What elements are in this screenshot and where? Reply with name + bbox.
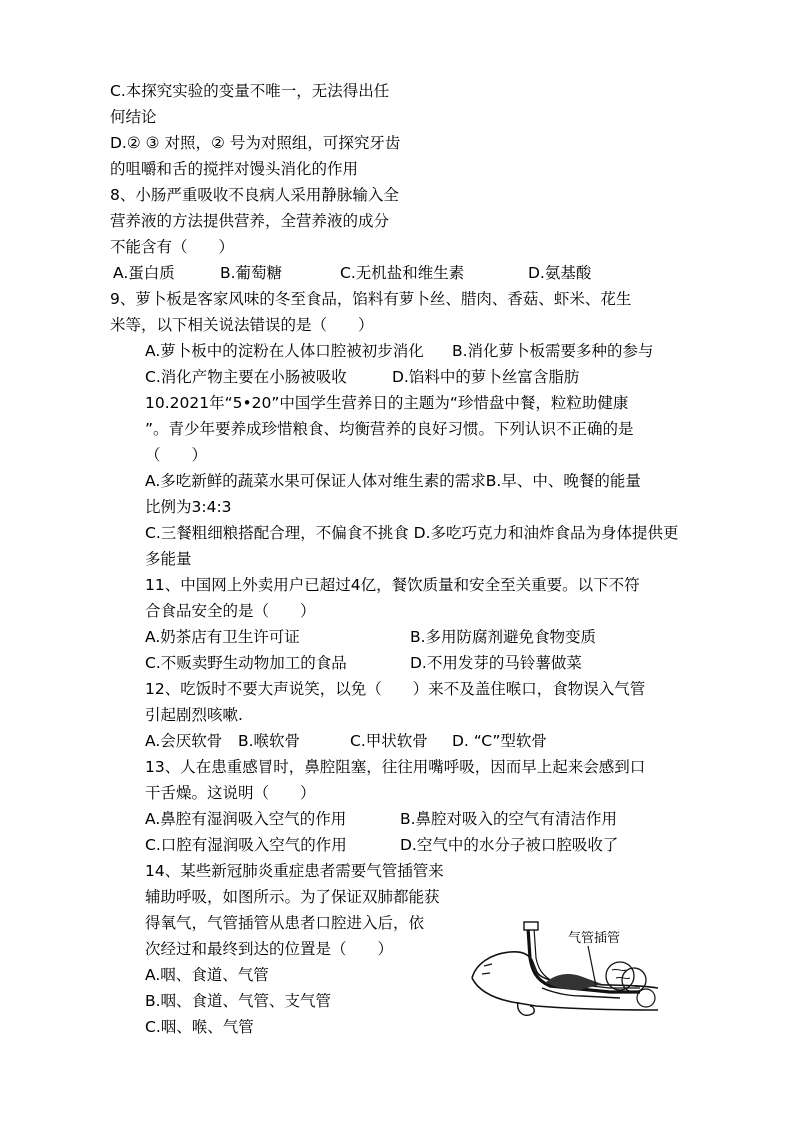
q11-option-a: A.奶茶店有卫生许可证: [145, 628, 300, 646]
q11-option-b: B.多用防腐剂避免食物变质: [410, 628, 597, 646]
q13-stem-line2: 干舌燥。这说明（ ）: [145, 784, 316, 802]
q7-option-d-line2: 的咀嚼和舌的搅拌对馒头消化的作用: [110, 160, 359, 178]
q12-option-c: C.甲状软骨: [350, 732, 428, 750]
q9-option-d: D.馅料中的萝卜丝富含脂肪: [392, 368, 580, 386]
q10-options-line1: A.多吃新鲜的蔬菜水果可保证人体对维生素的需求B.早、中、晚餐的能量: [145, 472, 641, 490]
q13-option-c: C.口腔有湿润吸入空气的作用: [145, 836, 347, 854]
q14-option-a: A.咽、食道、气管: [145, 966, 269, 984]
q10-stem-line2: ”。青少年要养成珍惜粮食、均衡营养的良好习惯。下列认识不正确的是: [145, 420, 634, 438]
q13-option-b: B.鼻腔对吸入的空气有清洁作用: [400, 810, 618, 828]
q11-option-d: D.不用发芽的马铃薯做菜: [410, 654, 582, 672]
q7-option-c-line1: C.本探究实验的变量不唯一，无法得出任: [110, 82, 390, 100]
q9-stem-line1: 9、萝卜板是客家风味的冬至食品，馅料有萝卜丝、腊肉、香菇、虾米、花生: [110, 290, 632, 308]
q14-option-b: B.咽、食道、气管、支气管: [145, 992, 332, 1010]
q12-option-b: B.喉软骨: [238, 732, 301, 750]
q14-stem-line3: 得氧气，气管插管从患者口腔进入后，依: [145, 914, 425, 932]
q10-options-line4: 多能量: [145, 550, 192, 568]
q8-option-d: D.氨基酸: [528, 264, 592, 282]
q12-stem-line1: 12、吃饭时不要大声说笑，以免（ ）来不及盖住喉口，食物误入气管: [145, 680, 646, 698]
q8-option-c: C.无机盐和维生素: [340, 264, 465, 282]
q13-option-a: A.鼻腔有湿润吸入空气的作用: [145, 810, 347, 828]
intubation-figure: [470, 918, 660, 1030]
q8-stem-line1: 8、小肠严重吸收不良病人采用静脉输入全: [110, 186, 399, 204]
q10-stem-line3: （ ）: [145, 446, 208, 464]
q8-option-b: B.葡萄糖: [220, 264, 283, 282]
q12-stem-line2: 引起剧烈咳嗽.: [145, 706, 243, 724]
q7-option-c-line2: 何结论: [110, 108, 157, 126]
q10-stem-line1: 10.2021年“5•20”中国学生营养日的主题为“珍惜盘中餐，粒粒助健康: [145, 394, 629, 412]
q14-stem-line2: 辅助呼吸，如图所示。为了保证双肺都能获: [145, 888, 440, 906]
q14-stem-line4: 次经过和最终到达的位置是（ ）: [145, 940, 394, 958]
q8-stem-line2: 营养液的方法提供营养，全营养液的成分: [110, 212, 390, 230]
q10-options-line2: 比例为3:4:3: [145, 498, 232, 516]
q12-option-a: A.会厌软骨: [145, 732, 223, 750]
q8-option-a: A.蛋白质: [113, 264, 175, 282]
q9-option-a: A.萝卜板中的淀粉在人体口腔被初步消化: [145, 342, 424, 360]
q9-stem-line2: 米等，以下相关说法错误的是（ ）: [110, 316, 374, 334]
q11-stem-line2: 合食品安全的是（ ）: [145, 602, 316, 620]
q7-option-d-line1: D.② ③ 对照，② 号为对照组，可探究牙齿: [110, 134, 401, 152]
q13-option-d: D.空气中的水分子被口腔吸收了: [400, 836, 619, 854]
q8-stem-line3: 不能含有（ ）: [110, 238, 235, 256]
q11-option-c: C.不贩卖野生动物加工的食品: [145, 654, 347, 672]
q12-option-d: D. “C”型软骨: [452, 732, 547, 750]
q14-option-c: C.咽、喉、气管: [145, 1018, 254, 1036]
q14-stem-line1: 14、某些新冠肺炎重症患者需要气管插管来: [145, 862, 444, 880]
q11-stem-line1: 11、中国网上外卖用户已超过4亿，餐饮质量和安全至关重要。以下不符: [145, 576, 640, 594]
q13-stem-line1: 13、人在患重感冒时，鼻腔阻塞，往往用嘴呼吸，因而早上起来会感到口: [145, 758, 646, 776]
q10-options-line3: C.三餐粗细粮搭配合理，不偏食不挑食 D.多吃巧克力和油炸食品为身体提供更: [145, 524, 679, 542]
q9-option-c: C.消化产物主要在小肠被吸收: [145, 368, 347, 386]
q9-option-b: B.消化萝卜板需要多种的参与: [452, 342, 654, 360]
figure-label: 气管插管: [568, 931, 621, 946]
intubation-illustration: [470, 918, 660, 1030]
